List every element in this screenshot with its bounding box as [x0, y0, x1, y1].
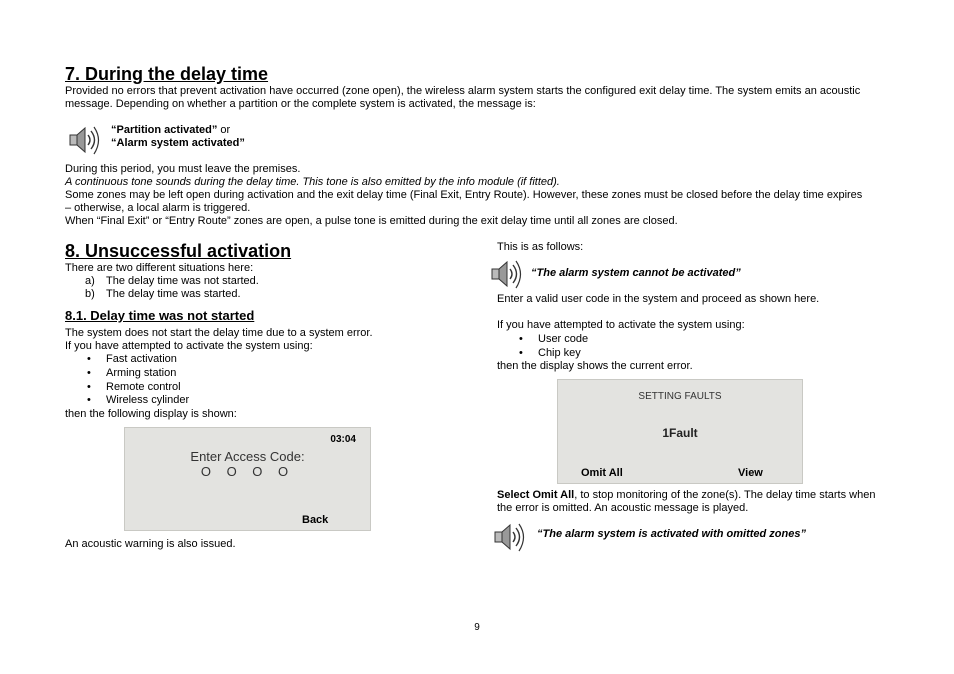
- r-attempted: If you have attempted to activate the system using:: [497, 319, 745, 331]
- s7-leave: During this period, you must leave the premises.: [65, 163, 301, 175]
- s8-situations: There are two different situations here:: [65, 262, 254, 274]
- speaker-icon: [68, 124, 102, 158]
- s7-tone: A continuous tone sounds during the delay time. This tone is also emitted by the info module (if fitted).: [65, 176, 560, 188]
- fault-count[interactable]: 1Fault: [662, 426, 698, 440]
- select-omit-all-bold: Select Omit All: [497, 489, 575, 501]
- access-code-dots: O O O O: [200, 464, 295, 479]
- s8-item-b-marker: b): [85, 288, 95, 300]
- r-enter-code: Enter a valid user code in the system and proceed as shown here.: [497, 293, 820, 305]
- access-code-prompt: Enter Access Code:: [190, 449, 305, 464]
- list-item: • Chip key: [519, 347, 581, 359]
- s8-warning: An acoustic warning is also issued.: [65, 538, 236, 550]
- msg-omitted-zones: “The alarm system is activated with omitted zones”: [537, 528, 806, 540]
- s8-error-line2: If you have attempted to activate the system using:: [65, 340, 313, 352]
- s8-error-line1: The system does not start the delay time due to a system error.: [65, 327, 373, 339]
- access-code-display: [124, 427, 371, 531]
- r-follows: This is as follows:: [497, 241, 584, 253]
- s7-intro-line1: Provided no errors that prevent activation have occurred (zone open), the wireless alarm system starts the configured exit delay time. The system emits an acoustic: [65, 85, 861, 97]
- msg-or: or: [217, 124, 231, 136]
- page-number: 9: [474, 622, 480, 633]
- msg-cannot-activate: “The alarm system cannot be activated”: [531, 267, 741, 279]
- r-methods-list: [519, 333, 589, 361]
- s7-zones-line1: Some zones may be left open during activation and the exit delay time (Final Exit, Entry Route). However, these zones must be closed before the delay time expires: [65, 189, 863, 201]
- display-clock: 03:04: [330, 434, 356, 445]
- s8-methods-list: [87, 353, 190, 408]
- setting-faults-display: [557, 379, 803, 484]
- speaker-icon: [490, 258, 524, 292]
- faults-header: SETTING FAULTS: [638, 391, 722, 402]
- msg-system: “Alarm system activated”: [111, 137, 245, 149]
- list-item: • Remote control: [87, 381, 181, 393]
- r-select-line2: the error is omitted. An acoustic message is played.: [497, 502, 749, 514]
- s8-item-a-marker: a): [85, 275, 95, 287]
- r-shows-error: then the display shows the current error.: [497, 360, 693, 372]
- view-button[interactable]: View: [738, 467, 763, 479]
- s8-item-a: The delay time was not started.: [106, 275, 259, 287]
- list-item: • Arming station: [87, 367, 177, 379]
- msg-partition-line: [111, 124, 230, 137]
- section-8-1-title: 8.1. Delay time was not started: [65, 308, 255, 323]
- s7-pulse: When “Final Exit” or “Entry Route” zones are open, a pulse tone is emitted during the exit delay time until all zones are closed.: [65, 215, 678, 227]
- r-select-line1: Select Omit All, to stop monitoring of the zone(s). The delay time starts when: [497, 489, 876, 501]
- list-item: • Wireless cylinder: [87, 394, 190, 406]
- s8-display-shown: then the following display is shown:: [65, 408, 237, 420]
- speaker-icon: [493, 521, 527, 555]
- s7-zones-line2: – otherwise, a local alarm is triggered.: [65, 202, 251, 214]
- list-item: • User code: [519, 333, 589, 345]
- section-8-title: 8. Unsuccessful activation: [65, 241, 292, 261]
- back-button[interactable]: Back: [302, 514, 329, 526]
- msg-partition: “Partition activated”: [111, 124, 218, 136]
- s7-intro-line2: message. Depending on whether a partition or the complete system is activated, the message is:: [65, 98, 536, 110]
- section-7-title: 7. During the delay time: [65, 64, 269, 84]
- s8-item-b: The delay time was started.: [106, 288, 241, 300]
- omit-all-button[interactable]: Omit All: [581, 467, 623, 479]
- list-item: • Fast activation: [87, 353, 177, 365]
